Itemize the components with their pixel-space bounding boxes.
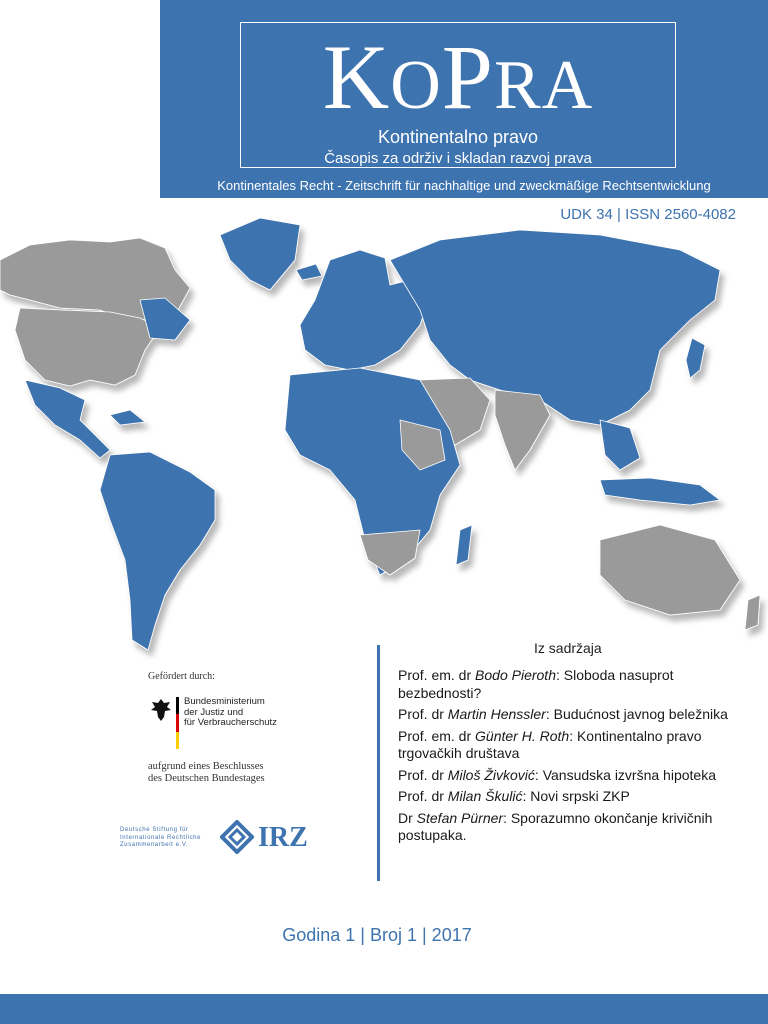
flag-stripe-black — [176, 697, 179, 714]
bottom-band — [0, 994, 768, 1024]
toc-author: Milan Škulić — [447, 788, 523, 804]
map-india — [495, 390, 550, 470]
toc-item: Prof. dr Milan Škulić: Novi srpski ZKP — [398, 788, 630, 804]
toc-item: Prof. dr Miloš Živković: Vansudska izvršna hipoteka — [398, 766, 716, 783]
map-africa-south-gray — [360, 530, 420, 575]
irz-wordmark: IRZ — [258, 822, 308, 853]
sponsor-label: Gefördert durch: — [148, 671, 215, 682]
toc-author: Günter H. Roth — [475, 727, 570, 744]
toc-author: Miloš Živković — [447, 766, 535, 783]
journal-tagline: Časopis za održiv i skladan razvoj prava — [324, 150, 592, 167]
flag-stripe-red — [176, 714, 179, 731]
table-of-contents — [398, 667, 758, 849]
map-indonesia — [600, 478, 720, 505]
toc-item: Dr Stefan Pürner: Sporazumno okončanje krivičnih postupaka. — [398, 809, 713, 843]
eagle-icon — [150, 697, 172, 723]
map-south-america — [100, 452, 215, 650]
map-mexico-central-america — [25, 380, 110, 458]
toc-item: Prof. em. dr Bodo Pieroth: Sloboda nasuprot bezbednosti? — [398, 667, 674, 701]
issue-info: Godina 1 | Broj 1 | 2017 — [282, 925, 472, 945]
toc-author: Martin Henssler — [447, 706, 546, 722]
irz-foundation-name: Deutsche Stiftung für Internationale Rechtliche Zusammenarbeit e.V. — [120, 827, 202, 848]
flag-stripe-gold — [176, 732, 179, 749]
toc-item: Prof. dr Martin Henssler: Budućnost javnog beležnika — [398, 706, 728, 722]
journal-subtitle: Kontinentalno pravo — [377, 127, 539, 147]
map-madagascar — [456, 525, 472, 565]
header-band — [160, 0, 768, 198]
toc-divider — [377, 645, 380, 881]
map-caribbean — [110, 410, 145, 425]
toc-item: Prof. em. dr Günter H. Roth: Kontinentalno pravo trgovačkih društava — [398, 727, 702, 761]
toc-author: Bodo Pieroth — [475, 667, 556, 683]
toc-author: Stefan Pürner — [416, 809, 504, 826]
journal-logo: KOPRA — [322, 26, 594, 128]
irz-logo-block — [120, 820, 320, 860]
map-iceland — [296, 264, 322, 280]
irz-diamond-icon — [220, 820, 254, 854]
resolution-note: aufgrund eines Beschlusses des Deutschen Bundestages — [148, 761, 265, 784]
map-australia — [600, 525, 740, 615]
map-southeast-asia — [600, 420, 640, 470]
issn-line: UDK 34 | ISSN 2560-4082 — [560, 206, 736, 223]
title-frame — [240, 22, 676, 168]
map-usa — [15, 308, 160, 386]
ministry-logo — [150, 697, 290, 753]
ministry-name: Bundesministerium der Justiz und für Verbraucherschutz — [184, 696, 277, 728]
toc-heading: Iz sadržaja — [534, 640, 602, 656]
map-new-zealand — [745, 595, 760, 630]
journal-tagline-german: Kontinentales Recht - Zeitschrift für nachhaltige und zweckmäßige Rechtsentwicklung — [217, 178, 711, 193]
world-map — [0, 200, 768, 660]
map-japan — [686, 338, 705, 378]
german-flag — [176, 697, 179, 749]
map-greenland — [220, 218, 300, 290]
